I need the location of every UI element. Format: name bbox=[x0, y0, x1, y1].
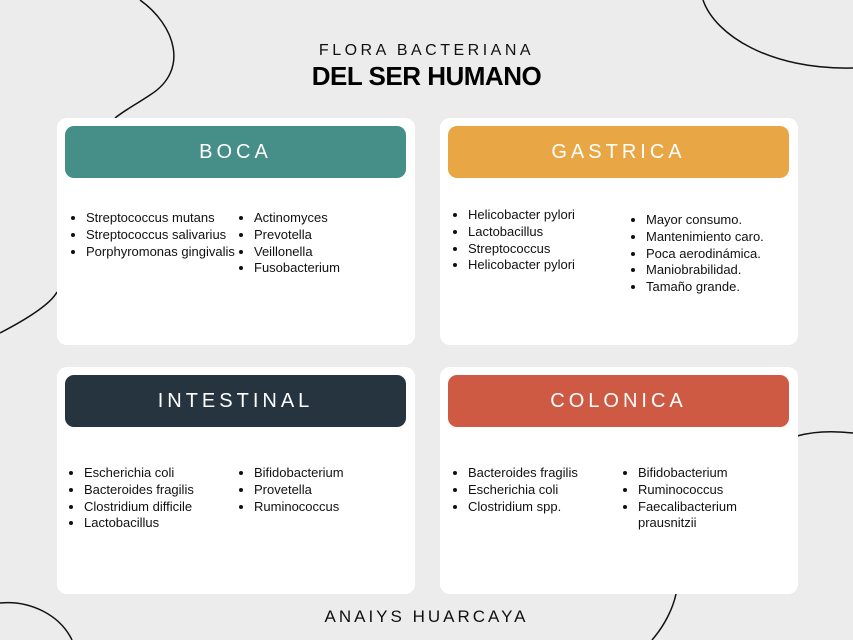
card-colonica-list-2 bbox=[618, 465, 788, 532]
list-item: • Prevotella bbox=[254, 227, 404, 244]
card-gastrica-header: GASTRICA bbox=[448, 126, 789, 178]
card-gastrica-list-2 bbox=[626, 212, 806, 296]
title-line-2: DEL SER HUMANO bbox=[311, 61, 542, 91]
list-item: • Mayor consumo. bbox=[646, 212, 806, 229]
list-item: • Bifidobacterium bbox=[254, 465, 409, 482]
list-item: • Ruminococcus bbox=[638, 482, 788, 499]
list-item: • Faecalibacterium prausnitzii bbox=[638, 499, 788, 533]
list-item: • Escherichia coli bbox=[468, 482, 628, 499]
card-intestinal bbox=[57, 367, 415, 594]
list-item: • Clostridium difficile bbox=[84, 499, 244, 516]
list-item: • Tamaño grande. bbox=[646, 279, 806, 296]
card-intestinal-list-1 bbox=[64, 465, 244, 532]
list-item: • Helicobacter pylori bbox=[468, 207, 628, 224]
list-item: • Streptococcus salivarius bbox=[86, 227, 240, 244]
list-item: • Lactobacillus bbox=[468, 224, 628, 241]
list-item: • Helicobacter pylori bbox=[468, 257, 628, 274]
list-item: • Mantenimiento caro. bbox=[646, 229, 806, 246]
list-item: • Maniobrabilidad. bbox=[646, 262, 806, 279]
list-item: • Bifidobacterium bbox=[638, 465, 788, 482]
list-item: • Escherichia coli bbox=[84, 465, 244, 482]
card-boca-list-1 bbox=[66, 210, 240, 260]
card-gastrica-list-1 bbox=[448, 207, 628, 274]
list-item: • Fusobacterium bbox=[254, 260, 404, 277]
list-item: • Streptococcus bbox=[468, 241, 628, 258]
list-item: • Clostridium spp. bbox=[468, 499, 628, 516]
list-item: • Bacteroides fragilis bbox=[84, 482, 244, 499]
list-item: • Actinomyces bbox=[254, 210, 404, 227]
card-intestinal-header: INTESTINAL bbox=[65, 375, 406, 427]
list-item: • Veillonella bbox=[254, 244, 404, 261]
author-name: ANAIYS HUARCAYA bbox=[324, 607, 529, 626]
title-line-1: FLORA BACTERIANA bbox=[318, 42, 535, 59]
card-colonica-header: COLONICA bbox=[448, 375, 789, 427]
card-boca bbox=[57, 118, 415, 345]
list-item: • Bacteroides fragilis bbox=[468, 465, 628, 482]
list-item: • Streptococcus mutans bbox=[86, 210, 240, 227]
card-colonica bbox=[440, 367, 798, 594]
list-item: • Ruminococcus bbox=[254, 499, 409, 516]
list-item: • Lactobacillus bbox=[84, 515, 244, 532]
card-gastrica bbox=[440, 118, 798, 345]
list-item: • Porphyromonas gingivalis bbox=[86, 244, 240, 261]
card-intestinal-list-2 bbox=[234, 465, 409, 515]
card-colonica-list-1 bbox=[448, 465, 628, 515]
card-boca-list-2 bbox=[234, 210, 404, 277]
list-item: • Poca aerodinámica. bbox=[646, 246, 806, 263]
list-item: • Provetella bbox=[254, 482, 409, 499]
card-boca-header: BOCA bbox=[65, 126, 406, 178]
